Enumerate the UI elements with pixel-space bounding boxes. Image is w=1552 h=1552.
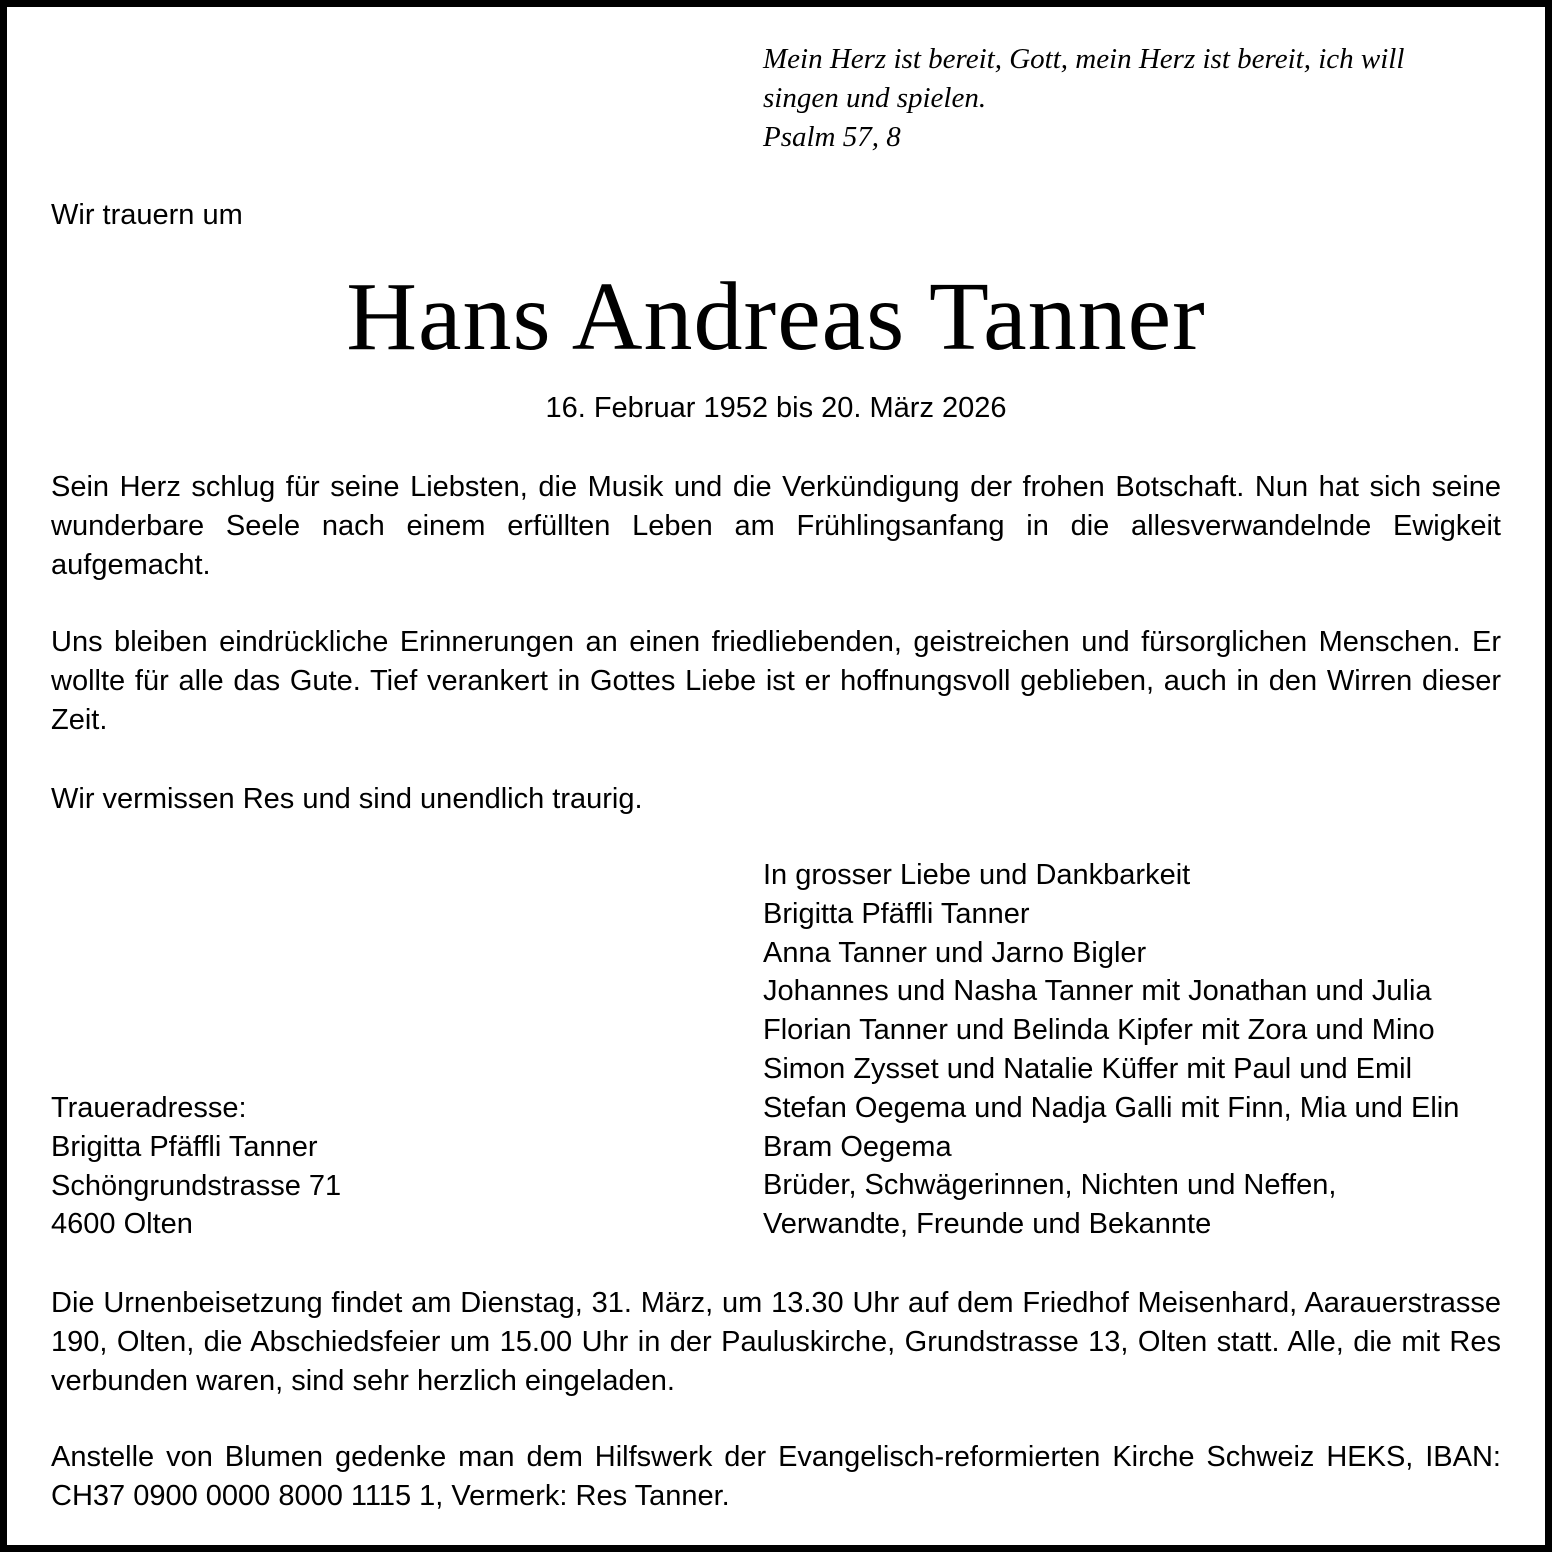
mourner-line: Johannes und Nasha Tanner mit Jonathan und Julia	[763, 975, 1432, 1008]
verse-line: Mein Herz ist bereit, Gott, mein Herz ist bereit, ich will	[763, 43, 1405, 75]
address-city: 4600 Olten	[51, 1208, 193, 1241]
paragraph-tribute: Sein Herz schlug für seine Liebsten, die Musik und die Verkündigung der frohen Botschaft. Nun hat sich seine wunderbare Seele nach einem erfüllten Leben am Frühlingsanfang in die allesverwandelnde Ewigkeit aufgemacht.	[51, 471, 1501, 581]
mourner-line: Anna Tanner und Jarno Bigler	[763, 936, 1147, 969]
mourner-line: Bram Oegema	[763, 1130, 952, 1163]
life-dates: 16. Februar 1952 bis 20. März 2026	[545, 392, 1007, 424]
mourner-line: In grosser Liebe und Dankbarkeit	[763, 859, 1191, 891]
mourner-line: Verwandte, Freunde und Bekannte	[763, 1208, 1212, 1241]
bible-verse	[763, 40, 1503, 156]
paragraph-donation: Anstelle von Blumen gedenke man dem Hilfswerk der Evangelisch-reformierten Kirche Schweiz HEKS, IBAN: CH37 0900 0000 8000 1115 1, Vermerk: Res Tanner.	[51, 1441, 1501, 1512]
mourner-line: Florian Tanner und Belinda Kipfer mit Zora und Mino	[763, 1014, 1435, 1047]
mourner-line: Brüder, Schwägerinnen, Nichten und Neffen,	[763, 1169, 1337, 1202]
paragraph-missing: Wir vermissen Res und sind unendlich traurig.	[51, 783, 643, 815]
deceased-name: Hans Andreas Tanner	[346, 263, 1206, 371]
mourner-line: Stefan Oegema und Nadja Galli mit Finn, Mia und Elin	[763, 1091, 1460, 1124]
address-street: Schöngrundstrasse 71	[51, 1169, 342, 1202]
mourning-address	[51, 1089, 651, 1244]
address-label: Traueradresse:	[51, 1092, 247, 1124]
verse-line: singen und spielen.	[763, 81, 987, 114]
paragraph-ceremony: Die Urnenbeisetzung findet am Dienstag, 31. März, um 13.30 Uhr auf dem Friedhof Meisenhard, Aarauerstrasse 190, Olten, die Abschiedsfeier um 15.00 Uhr in der Pauluskirche, Grundstrasse 13, Olten statt. Alle, die mit Res verbunden waren, sind sehr herzlich eingeladen.	[51, 1287, 1501, 1397]
mourners-list	[763, 856, 1523, 1244]
verse-reference: Psalm 57, 8	[763, 120, 901, 153]
paragraph-memories: Uns bleiben eindrückliche Erinnerungen an einen friedliebenden, geistreichen und fürsorglichen Menschen. Er wollte für alle das Gute. Tief verankert in Gottes Liebe ist er hoffnungsvoll geblieben, auch in den Wirren dieser Zeit.	[51, 626, 1501, 736]
intro-text: Wir trauern um	[51, 199, 243, 231]
mourner-line: Brigitta Pfäffli Tanner	[763, 897, 1030, 930]
mourner-line: Simon Zysset und Natalie Küffer mit Paul und Emil	[763, 1052, 1413, 1085]
address-name: Brigitta Pfäffli Tanner	[51, 1130, 318, 1163]
